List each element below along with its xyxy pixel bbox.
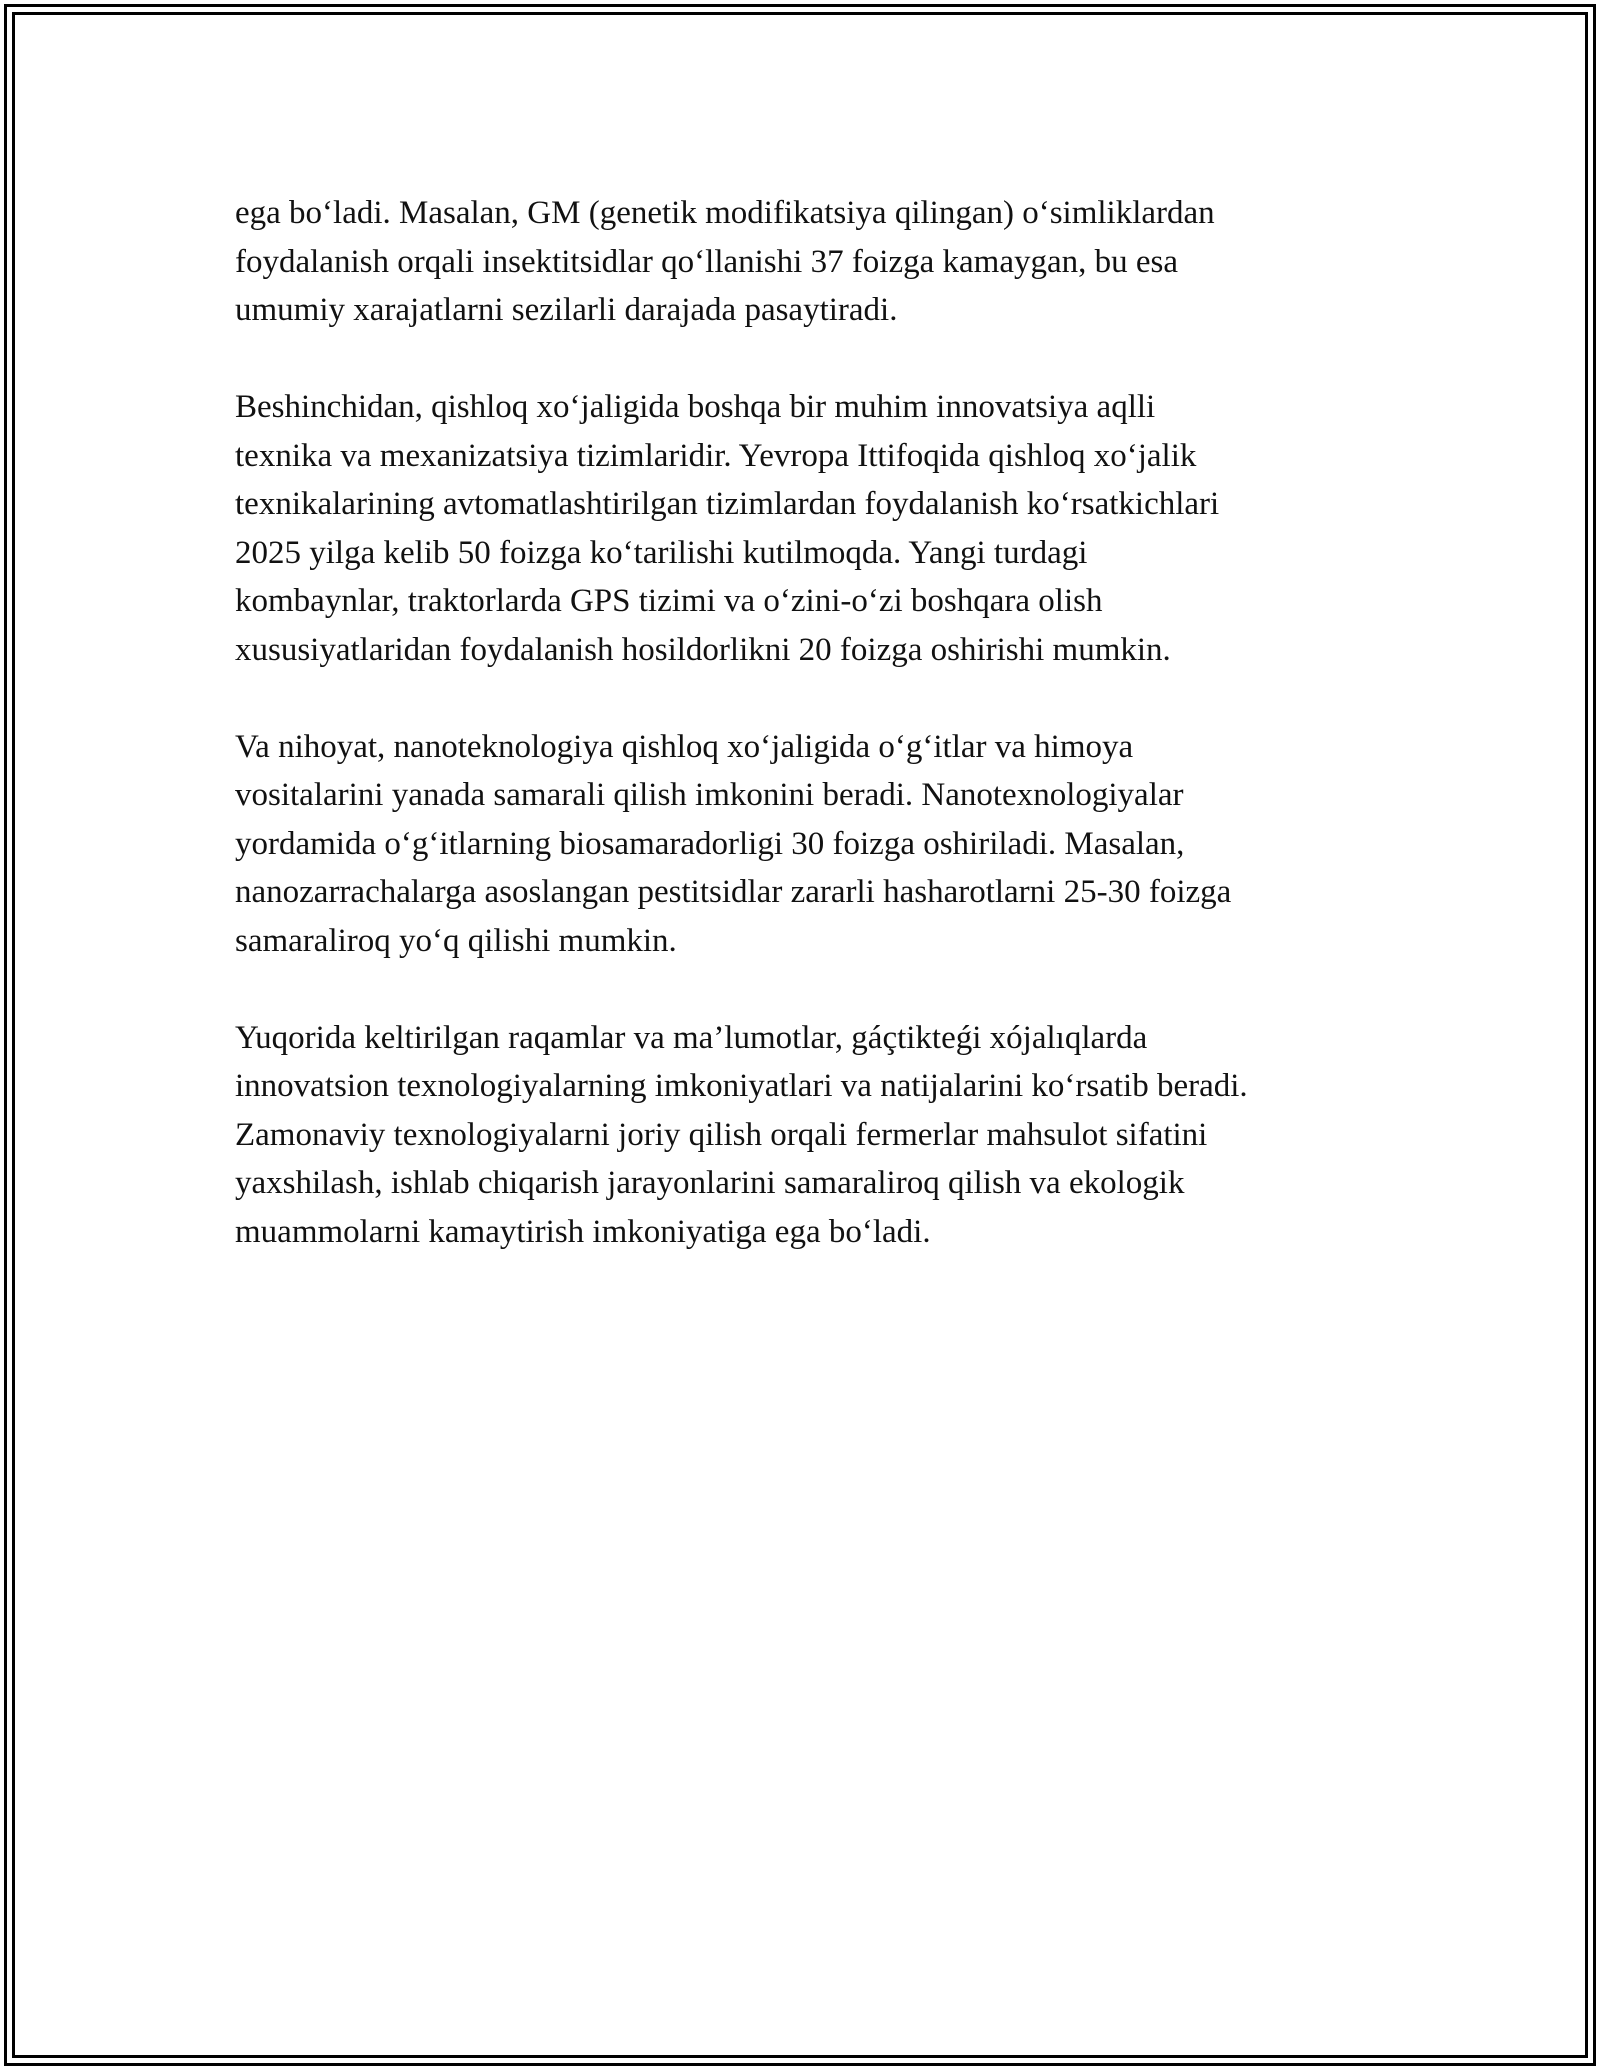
paragraph-smart-machinery: Beshinchidan, qishloq xo‘jaligida boshqa bir muhim innovatsiya aqlli texnika va mexanizatsiya tizimlaridir. Yevropa Ittifoqida qishloq xo‘jalik texnikalarining avtomatlashtirilgan tizimlardan foydalanish ko‘rsatkichlari 2025 yilga kelib 50 foizga ko‘tarilishi kutilmoqda. Yangi turdagi kombaynlar, traktorlarda GPS tizimi va o‘zini-o‘zi boshqara olish xususiyatlaridan foydalanish hosildorlikni 20 foizga oshirishi mumkin. xyxy=(235,389,1220,668)
paragraph-nanotechnology: Va nihoyat, nanoteknologiya qishloq xo‘jaligida o‘g‘itlar va himoya vositalarini yanada samarali qilish imkonini beradi. Nanotexnologiyalar yordamida o‘g‘itlarning biosamaradorligi 30 foizga oshiriladi. Masalan, nanozarrachalarga asoslangan pestitsidlar zararli hasharotlarni 25-30 foizga samaraliroq yo‘q qilishi mumkin. xyxy=(235,728,1232,959)
document-body xyxy=(235,189,1375,1305)
paragraph-gm-plants: ega bo‘ladi. Masalan, GM (genetik modifikatsiya qilingan) o‘simliklardan foydalanish orqali insektitsidlar qo‘llanishi 37 foizga kamaygan, bu esa umumiy xarajatlarni sezilarli darajada pasaytiradi. xyxy=(235,195,1215,328)
paragraph-conclusion: Yuqorida keltirilgan raqamlar va ma’lumotlar, gáçtikteǵi xójalıqlarda innovatsion texnologiyalarning imkoniyatlari va natijalarini ko‘rsatib beradi. Zamonaviy texnologiyalarni joriy qilish orqali fermerlar mahsulot sifatini yaxshilash, ishlab chiqarish jarayonlarini samaraliroq qilish va ekologik muammolarni kamaytirish imkoniyatiga ega bo‘ladi. xyxy=(235,1019,1248,1250)
